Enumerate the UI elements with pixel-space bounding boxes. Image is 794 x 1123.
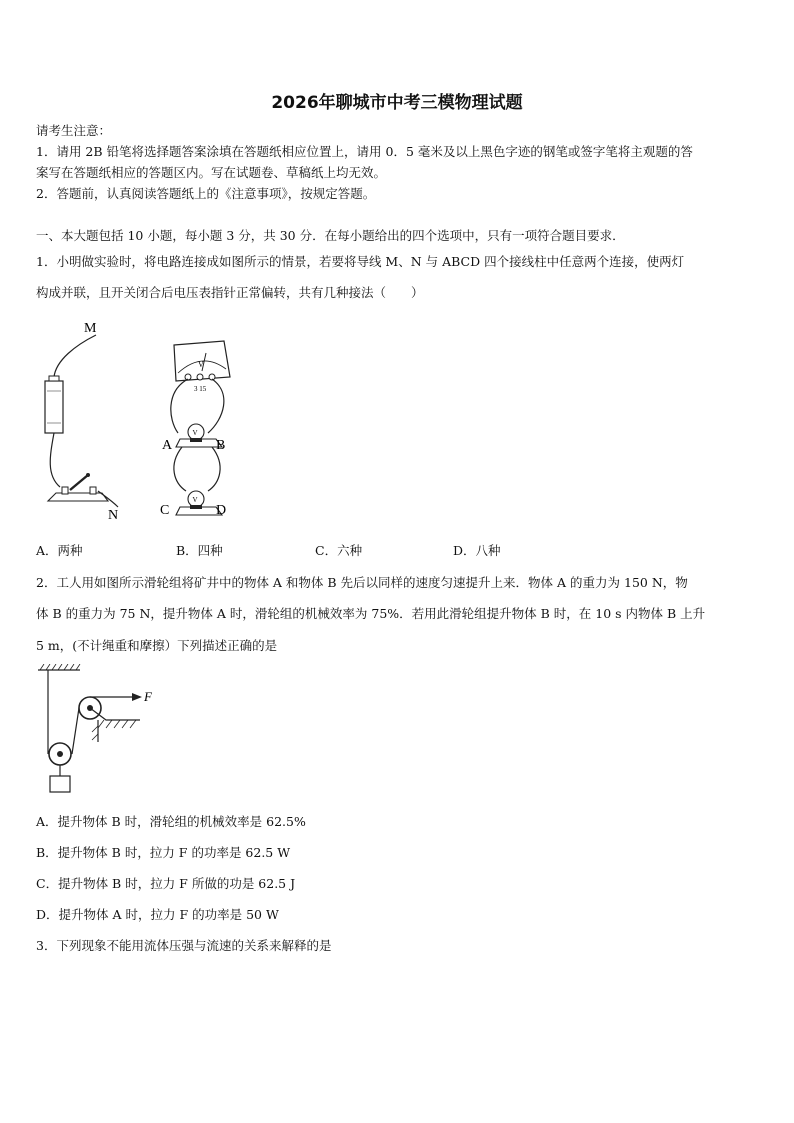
q1-option-d: D．八种	[453, 543, 501, 558]
label-f: F	[144, 689, 152, 704]
notice-item-1-line-2: 案写在答题纸相应的答题区内。写在试题卷、草稿纸上均无效。	[36, 165, 387, 180]
svg-text:V: V	[192, 429, 198, 437]
notice-item-1-line-1: 1．请用 2B 铅笔将选择题答案涂填在答题纸相应位置上，请用 0．5 毫米及以上黑色字迹的钢笔或签字笔将主观题的答	[36, 144, 693, 159]
q1-option-b: B．四种	[176, 543, 223, 558]
q1-line-2: 构成并联，且开关闭合后电压表指针正常偏转，共有几种接法（ ）	[36, 285, 424, 300]
load-block	[50, 776, 70, 792]
notice-heading: 请考生注意：	[36, 123, 112, 138]
svg-text:3 15: 3 15	[194, 385, 207, 393]
voltmeter-icon	[174, 341, 230, 393]
label-n: N	[108, 508, 119, 523]
svg-text:V: V	[198, 360, 204, 369]
svg-text:V: V	[192, 496, 198, 504]
page-title: 2026年聊城市中考三模物理试题	[271, 93, 523, 113]
movable-pulley-icon	[49, 743, 71, 765]
q2-line-3: 5 m，(不计绳重和摩擦）下列描述正确的是	[36, 638, 278, 653]
q1-option-a: A．两种	[36, 543, 83, 558]
q1-circuit-figure	[36, 315, 246, 525]
label-m: M	[84, 321, 97, 336]
q2-option-b: B．提升物体 B 时，拉力 F 的功率是 62.5 W	[36, 845, 291, 860]
q3-line-1: 3．下列现象不能用流体压强与流速的关系来解释的是	[36, 938, 332, 953]
q1-option-c: C．六种	[315, 543, 363, 558]
q2-pulley-figure	[36, 664, 166, 804]
battery-icon	[45, 376, 63, 433]
label-c: C	[160, 503, 170, 518]
q2-option-c: C．提升物体 B 时，拉力 F 所做的功是 62.5 J	[36, 876, 296, 891]
switch-icon	[48, 473, 108, 501]
q2-option-a: A．提升物体 B 时，滑轮组的机械效率是 62.5%	[36, 814, 306, 829]
notice-item-2: 2．答题前，认真阅读答题纸上的《注意事项》，按规定答题。	[36, 186, 376, 201]
label-d: D	[216, 503, 227, 518]
label-a: A	[162, 438, 173, 453]
wire-m	[54, 335, 96, 377]
q2-option-d: D．提升物体 A 时，拉力 F 的功率是 50 W	[36, 907, 279, 922]
label-b: B	[216, 438, 226, 453]
q2-line-2: 体 B 的重力为 75 N，提升物体 A 时，滑轮组的机械效率为 75%．若用此滑轮组提升物体 B 时，在 10 s 内物体 B 上升	[36, 606, 706, 621]
q1-line-1: 1．小明做实验时，将电路连接成如图所示的情景，若要将导线 M、N 与 ABCD 四个接线柱中任意两个连接，使两灯	[36, 254, 685, 269]
q2-line-1: 2．工人用如图所示滑轮组将矿井中的物体 A 和物体 B 先后以同样的速度匀速提升上来．物体 A 的重力为 150 N，物	[36, 575, 688, 590]
section-1-heading: 一、本大题包括 10 小题，每小题 3 分，共 30 分．在每小题给出的四个选项中，只有一项符合题目要求．	[36, 228, 625, 243]
